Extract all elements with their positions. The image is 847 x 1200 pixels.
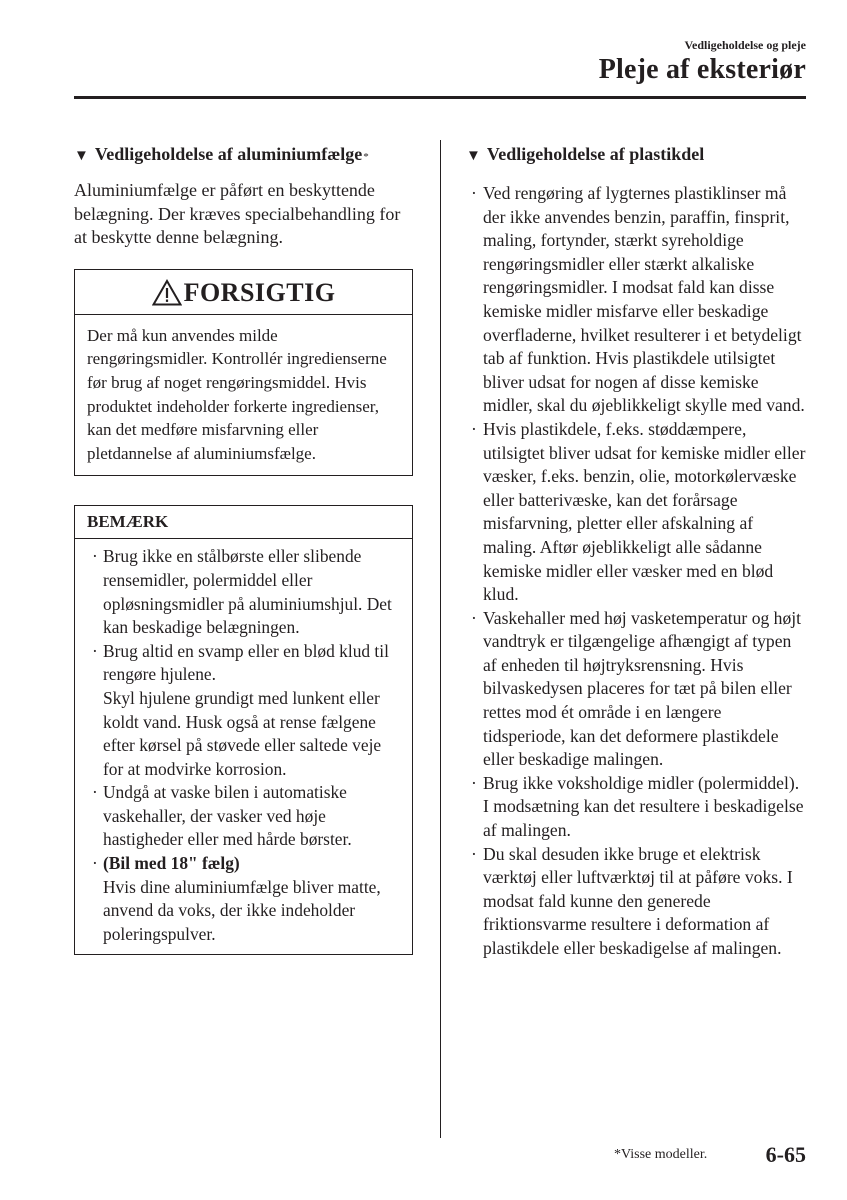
bullet-dot-icon: · xyxy=(92,782,98,803)
header-rule xyxy=(74,96,806,99)
note-item: · Brug ikke en stålbørste eller slibende rensemidler, polermiddel eller opløsningsmidler på aluminiumshjul. Det kan beskadige belægningen. xyxy=(92,546,392,638)
footnote: *Visse modeller. xyxy=(614,1147,708,1162)
model-footnote-marker: * xyxy=(363,151,369,163)
plastic-parts-heading-text: Vedligeholdelse af plastikdel xyxy=(486,144,705,164)
list-item: · Ved rengøring af lygternes plastiklinser må der ikke anvendes benzin, paraffin, finsprit, maling, fortynder, stærkt syreholdige rengøringsmidler eller stærkt alkaliske rengøringsmidler. I modsat fald kan disse kemiske midler misfarve eller beskadige overfladerne, hvilket resulterer i et betydeligt tab af funktion. Hvis plastikdele utilsigtet bliver udsat for nogen af disse kemiske midler, skal du øjeblikkeligt skylle med vand. xyxy=(471,183,805,416)
bullet-dot-icon: · xyxy=(471,772,477,793)
right-column xyxy=(466,142,808,961)
list-item: · Vaskehaller med høj vasketemperatur og højt vandtryk er tilgængelige afhængigt af typen af enheden til højtryksrensning. Hvis bilvaskedysen placeres for tæt på bilen eller rettes mod ét område i en længere tidsperiode, kan det deformere plastikdele eller beskadige malingen. xyxy=(471,607,802,770)
bullet-dot-icon: · xyxy=(92,853,98,874)
column-divider xyxy=(440,140,441,1138)
page-title: Pleje af eksteriør xyxy=(598,54,806,85)
caution-title: FORSIGTIG xyxy=(183,277,336,307)
aluminium-rims-intro: Aluminiumfælge er påført en beskyttende belægning. Der kræves specialbehandling for at beskytte denne belægning. xyxy=(74,180,401,248)
warning-triangle-icon xyxy=(152,279,182,306)
note-title: BEMÆRK xyxy=(75,506,412,539)
plastic-parts-heading xyxy=(466,142,808,168)
aluminium-rims-heading-text: Vedligeholdelse af aluminiumfælge xyxy=(94,144,363,164)
triangle-down-icon: ▼ xyxy=(74,148,89,164)
note-item-continuation: Skyl hjulene grundigt med lunkent eller koldt vand. Husk også at rense fælgene efter kørsel på støvede eller saltede veje for at modvirke korrosion. xyxy=(103,687,382,779)
note-item: · Brug altid en svamp eller en blød klud til rengøre hjulene. xyxy=(92,640,389,685)
list-item: · Hvis plastikdele, f.eks. støddæmpere, utilsigtet bliver udsat for kemiske midler eller væsker, f.eks. benzin, olie, motorkølervæske eller batterivæske, kan det forårsage misfarvning, pletter eller afskalning af maling. Aftør øjeblikkeligt alle sådanne kemiske midler eller væsker med en blød klud. xyxy=(471,418,806,605)
bullet-dot-icon: · xyxy=(92,546,98,567)
left-column xyxy=(74,142,414,955)
note-item: · Undgå at vaske bilen i automatiske vaskehaller, der vasker ved høje hastigheder eller med hårde børster. xyxy=(92,782,352,850)
aluminium-rims-heading xyxy=(74,142,414,169)
list-item: · Du skal desuden ikke bruge et elektrisk værktøj eller luftværktøj til at påføre voks. I modsat fald kunne den generede friktionsvarme resultere i deformation af plastikdele eller beskadigelse af malingen. xyxy=(471,843,793,958)
bullet-dot-icon: · xyxy=(471,183,477,203)
plastic-parts-list xyxy=(466,182,808,961)
page-number: 6-65 xyxy=(765,1142,806,1167)
caution-header xyxy=(75,270,412,315)
bullet-dot-icon: · xyxy=(471,843,477,864)
list-item: · Brug ikke voksholdige midler (polermiddel). I modsætning kan det resultere i beskadigelse af malingen. xyxy=(471,772,804,841)
note-item: · (Bil med 18" fælg) xyxy=(87,852,404,876)
note-item-continuation: Hvis dine aluminiumfælge bliver matte, anvend da voks, der ikke indeholder poleringspulver. xyxy=(103,876,381,944)
triangle-down-icon: ▼ xyxy=(466,148,481,164)
caution-box xyxy=(74,269,413,477)
bullet-dot-icon: · xyxy=(471,418,477,439)
caution-text: Der må kun anvendes milde rengøringsmidler. Kontrollér ingredienserne før brug af noget rengøringsmiddel. Hvis produktet indeholder forkerte ingredienser, kan det medføre misfarvning eller pletdannelse af aluminiumsfælge. xyxy=(87,325,387,463)
bullet-dot-icon: · xyxy=(471,607,477,628)
bullet-dot-icon: · xyxy=(92,640,98,661)
note-list xyxy=(87,545,404,946)
section-label: Vedligeholdelse og pleje xyxy=(684,38,806,52)
note-box xyxy=(74,505,413,955)
note-body xyxy=(75,539,412,954)
